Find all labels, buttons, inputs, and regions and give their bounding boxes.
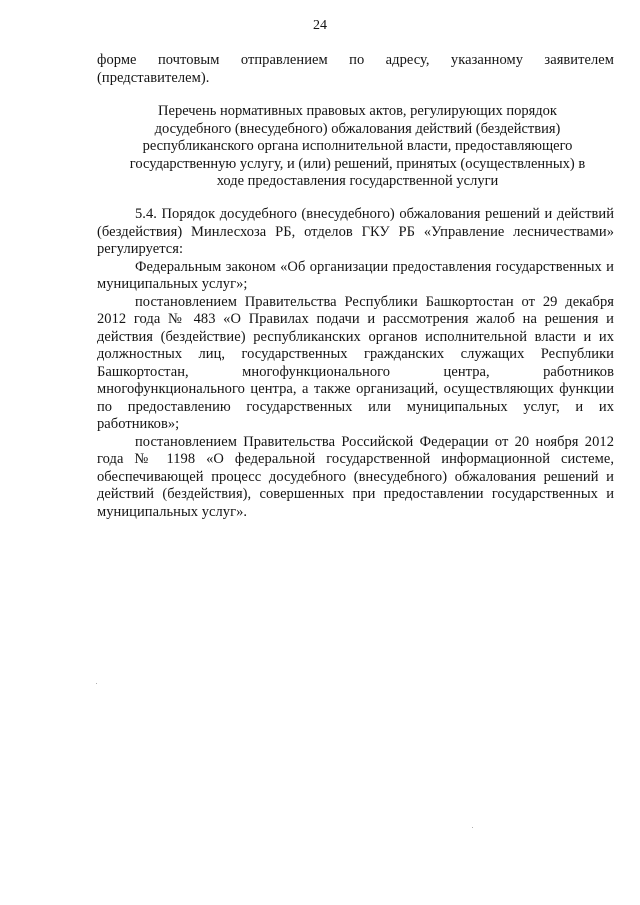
main-text: [97, 206, 614, 521]
scan-speck: [96, 683, 97, 684]
intro-paragraph: [97, 52, 614, 87]
section-heading: Перечень нормативных правовых актов, регулирующих порядок досудебного (внесудебного) обжалования действий (бездействия) республиканского органа исполнительной власти, предоставляющего государственную услугу, и (или) решений, принятых (осуществленных) в ходе предоставления государственной услуги: [129, 103, 586, 189]
paragraph-federal-law: Федеральным законом «Об организации предоставления государственных и муниципальных услуг»;: [97, 258, 614, 292]
intro-text: форме почтовым отправлением по адресу, указанному заявителем (представителем).: [97, 52, 614, 86]
paragraph-resolution-1198: постановлением Правительства Российской Федерации от 20 ноября 2012 года № 1198 «О федеральной государственной информационной системе, обеспечивающей процесс досудебного (внесудебного) обжалования решений и действий (бездействия), совершенных при предоставлении государственных и муниципальных услуг».: [97, 433, 614, 520]
scan-speck: [472, 827, 473, 828]
page-number: 24: [313, 18, 327, 33]
paragraph-resolution-483: постановлением Правительства Республики Башкортостан от 29 декабря 2012 года № 483 «О Правилах подачи и рассмотрения жалоб на решения и действия (бездействие) республиканских органов исполнительной власти и их должностных лиц, государственных гражданских служащих Республики Башкортостан, многофункционального центра, работников многофункционального центра, а также организаций, осуществляющих функции по предоставлению государственных или муниципальных услуг, и их работников»;: [97, 293, 614, 432]
paragraph-5-4: 5.4. Порядок досудебного (внесудебного) обжалования решений и действий (бездействия) Минлесхоза РБ, отделов ГКУ РБ «Управление лесничествами» регулируется:: [97, 206, 614, 257]
